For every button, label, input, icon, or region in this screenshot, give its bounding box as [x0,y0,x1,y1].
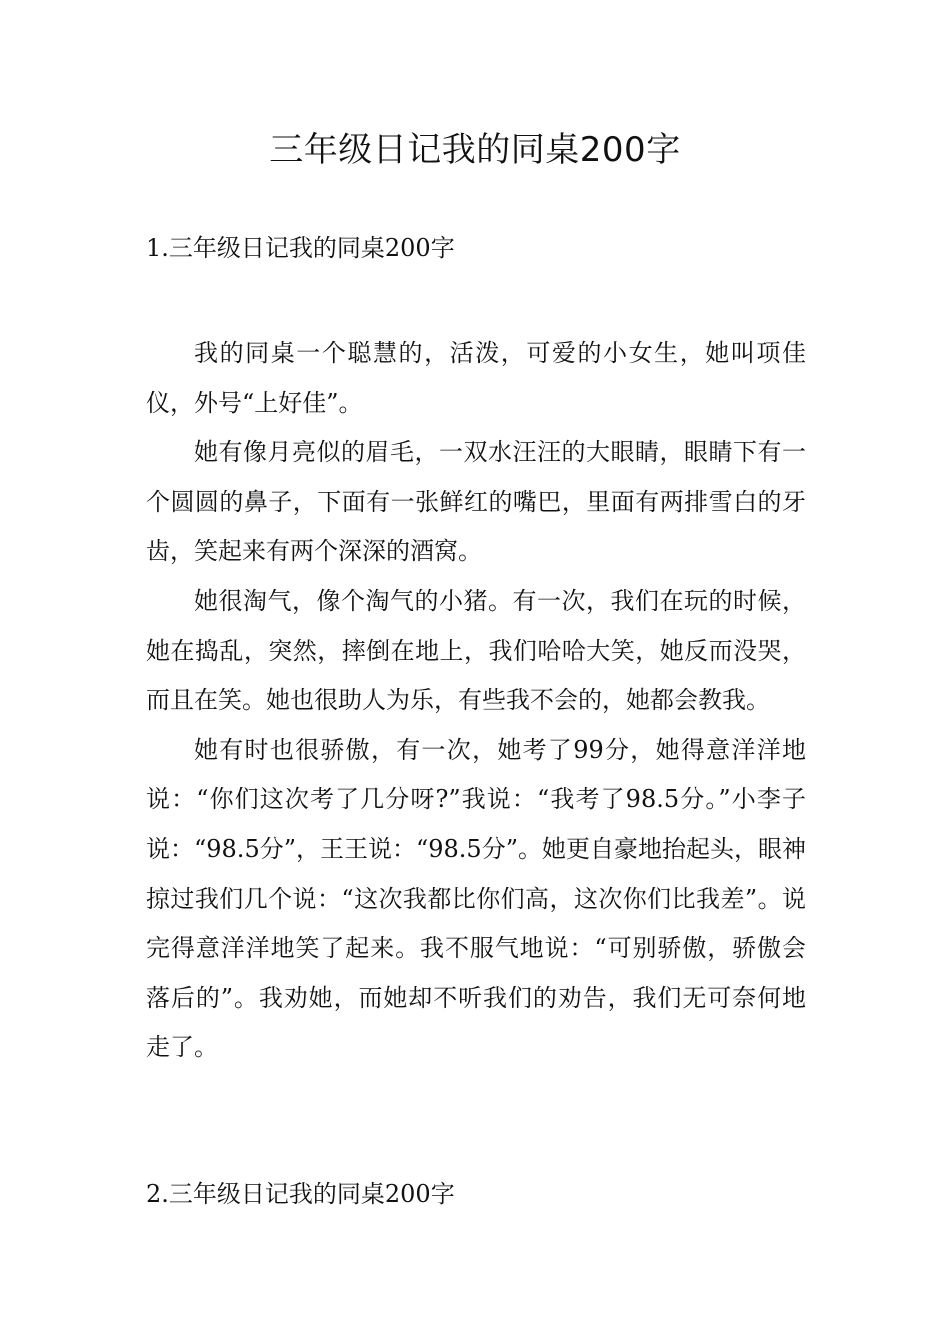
paragraph: 我的同桌一个聪慧的，活泼，可爱的小女生，她叫项佳仪，外号“上好佳”。 [146,339,806,417]
section-1-body [146,329,806,1073]
section-heading-2: 2.三年级日记我的同桌200字 [146,1180,455,1208]
document-title: 三年级日记我的同桌200字 [269,130,681,170]
paragraph: 她有像月亮似的眉毛，一双水汪汪的大眼睛，眼睛下有一个圆圆的鼻子，下面有一张鲜红的嘴巴，里面有两排雪白的牙齿，笑起来有两个深深的酒窝。 [146,438,806,566]
paragraph: 她有时也很骄傲，有一次，她考了99分，她得意洋洋地说：“你们这次考了几分呀?”我说：“我考了98.5分。”小李子说：“98.5分”，王王说：“98.5分”。她更自豪地抬起头，眼神掠过我们几个说：“这次我都比你们高，这次你们比我差”。说完得意洋洋地笑了起来。我不服气地说：“可别骄傲，骄傲会落后的”。我劝她，而她却不听我们的劝告，我们无可奈何地走了。 [146,735,806,1062]
paragraph: 她很淘气，像个淘气的小猪。有一次，我们在玩的时候，她在捣乱，突然，摔倒在地上，我们哈哈大笑，她反而没哭，而且在笑。她也很助人为乐，有些我不会的，她都会教我。 [146,586,806,715]
section-heading-1: 1.三年级日记我的同桌200字 [146,234,455,262]
